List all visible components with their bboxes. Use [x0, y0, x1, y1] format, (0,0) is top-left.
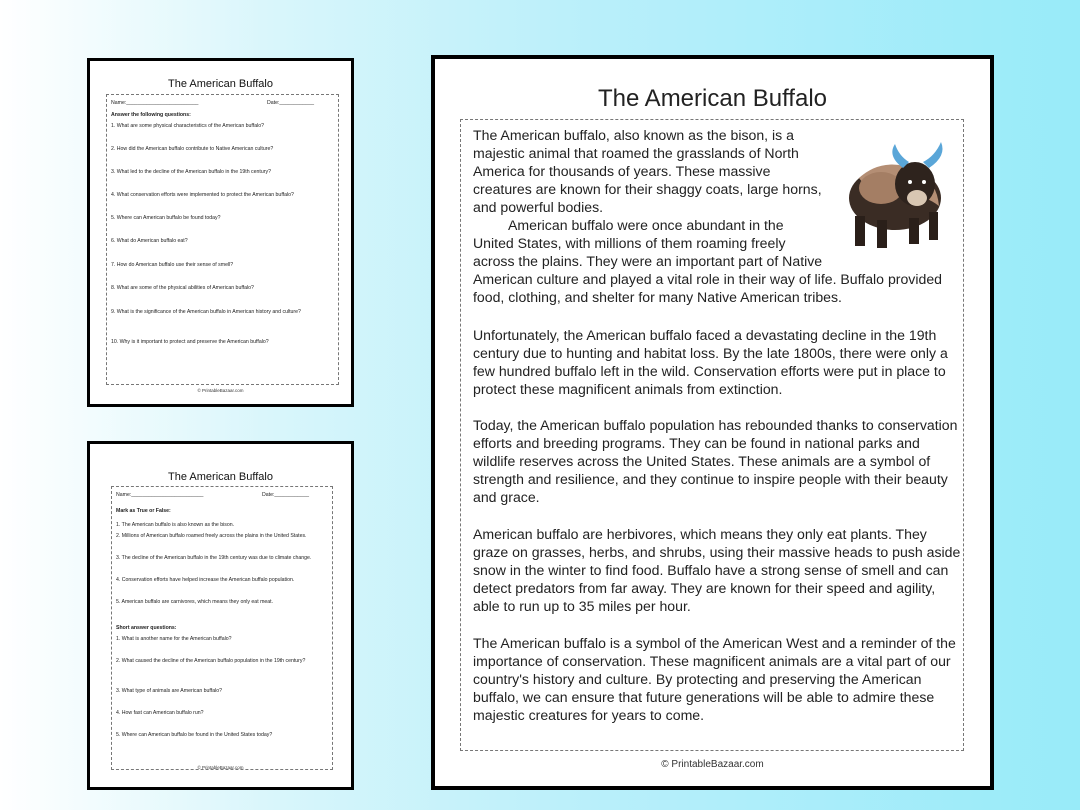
passage-paragraph-5: American buffalo are herbivores, which means they only eat plants. They graze on grasses, herbs, and shrubs, using their massive heads to push aside snow in the winter to find food. Buffalo have a strong sense of smell and can detect predators from far away. They are known for their speed and agility, able to run up to 35 miles per hour. [473, 526, 961, 615]
question-1: 1. What are some physical characteristics of the American buffalo? [111, 123, 265, 129]
tf-heading: Mark as True or False: [116, 508, 171, 514]
question-4: 4. What conservation efforts were implemented to protect the American buffalo? [111, 192, 294, 198]
question-8: 8. What are some of the physical abilities of American buffalo? [111, 285, 254, 291]
sa-item-5: 5. Where can American buffalo be found in the United States today? [116, 732, 273, 738]
sa-item-3: 3. What type of animals are American buffalo? [116, 688, 223, 694]
sa-heading: Short answer questions: [116, 625, 177, 631]
question-3: 3. What led to the decline of the American buffalo in the 19th century? [111, 169, 271, 175]
date-field: Date:____________ [262, 492, 310, 498]
sheet-frame [111, 486, 333, 770]
sa-item-1: 1. What is another name for the American buffalo? [116, 636, 232, 642]
question-10: 10. Why is it important to protect and preserve the American buffalo? [111, 339, 269, 345]
tf-item-4: 4. Conservation efforts have helped increase the American buffalo population. [116, 577, 295, 583]
sheet-title: The American Buffalo [168, 471, 273, 483]
question-7: 7. How do American buffalo use their sense of smell? [111, 262, 234, 268]
tf-item-5: 5. American buffalo are carnivores, which means they only eat meat. [116, 599, 274, 605]
worksheet-reading-passage [431, 55, 994, 790]
worksheet-questions [87, 58, 354, 407]
sheet-title: The American Buffalo [168, 78, 273, 90]
instruction-heading: Answer the following questions: [111, 112, 191, 118]
name-field: Name:_________________________ [111, 100, 199, 106]
sheet-frame [106, 94, 339, 385]
question-2: 2. How did the American buffalo contribute to Native American culture? [111, 146, 274, 152]
name-field: Name:_________________________ [116, 492, 204, 498]
passage-paragraph-2 [473, 216, 963, 306]
question-6: 6. What do American buffalo eat? [111, 238, 188, 244]
question-9: 9. What is the significance of the American buffalo in American history and culture? [111, 309, 301, 315]
worksheet-true-false [87, 441, 354, 790]
passage-footer: © PrintableBazaar.com [661, 759, 764, 770]
sa-item-4: 4. How fast can American buffalo run? [116, 710, 204, 716]
tf-item-3: 3. The decline of the American buffalo in the 19th century was due to climate change. [116, 555, 312, 561]
passage-paragraph-3: Unfortunately, the American buffalo faced a devastating decline in the 19th century due to hunting and habitat loss. By the late 1800s, there were only a few hundred buffalo left in the wild. Conservation efforts were put in place to protect these magnificent animals from extinction. [473, 327, 948, 398]
tf-item-2: 2. Millions of American buffalo roamed freely across the plains in the United States. [116, 533, 307, 539]
passage-paragraph-2-text: American buffalo were once abundant in the United States, with millions of them roaming freely across the plains. They were an important part of Native American culture and played a vital role in their way of life. Buffalo provided food, clothing, and shelter for many Native American tribes. [473, 217, 943, 306]
passage-title: The American Buffalo [597, 85, 828, 112]
passage-paragraph-6: The American buffalo is a symbol of the American West and a reminder of the importance of conservation. These magnificent animals are a vital part of our country's history and culture. By protecting and preserving the American buffalo, we can ensure that future generations will be able to admire these majestic creatures for years to come. [473, 635, 956, 724]
sa-item-2: 2. What caused the decline of the American buffalo population in the 19th century? [116, 658, 306, 664]
passage-paragraph-1: The American buffalo, also known as the bison, is a majestic animal that roamed the grasslands of North America for thousands of years. These massive creatures are known for their shaggy coats, large horns, and powerful bodies. [473, 127, 822, 216]
passage-frame [460, 119, 964, 751]
date-field: Date:____________ [267, 100, 315, 106]
tf-item-1: 1. The American buffalo is also known as the bison. [116, 522, 235, 528]
passage-paragraph-4: Today, the American buffalo population has rebounded thanks to conservation efforts and breeding programs. They can be found in national parks and wildlife reserves across the United States. These animals are a symbol of strength and resilience, and they continue to inspire people with their beauty and grace. [473, 417, 958, 506]
question-5: 5. Where can American buffalo be found today? [111, 215, 221, 221]
sheet-footer: © PrintableBazaar.com [197, 765, 244, 770]
sheet-footer: © PrintableBazaar.com [197, 388, 244, 393]
